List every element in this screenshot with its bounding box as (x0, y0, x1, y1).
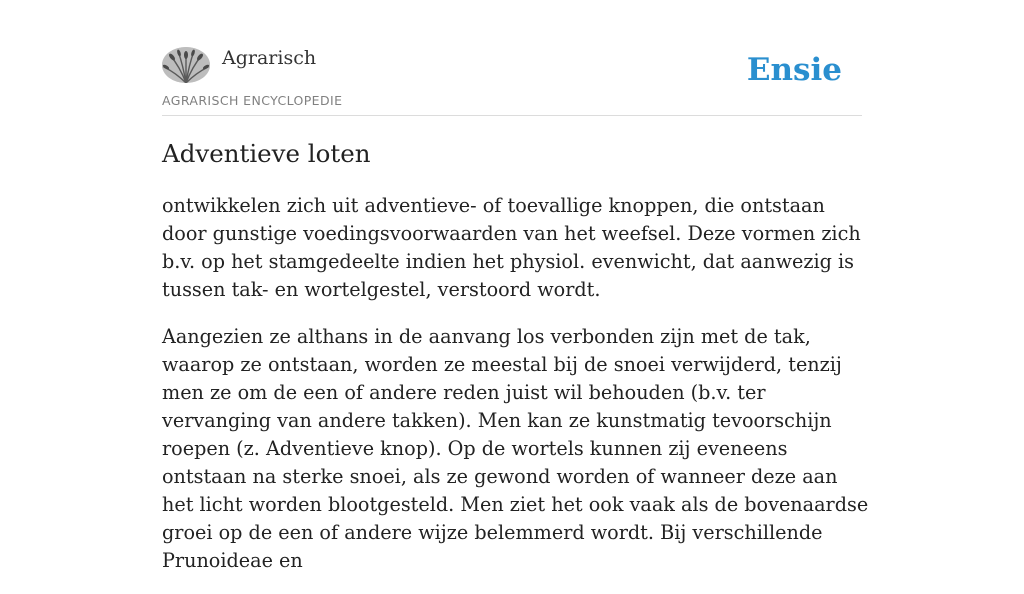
brand-logo[interactable]: Ensie (746, 52, 842, 88)
article-page (162, 0, 869, 572)
page-title: Adventieve loten (162, 139, 371, 168)
wheat-icon (162, 47, 210, 83)
source-avatar[interactable] (162, 47, 210, 83)
source-subtitle: AGRARISCH ENCYCLOPEDIE (162, 93, 343, 108)
article-paragraph: Aangezien ze althans in de aanvang los verbonden zijn met de tak, waarop ze ontstaan, worden ze meestal bij de snoei verwijderd, tenzij men ze om de een of andere reden juist wil behouden (b.v. ter vervanging van andere takken). Men kan ze kunstmatig tevoorschijn roepen (z. Adventieve knop). Op de wortels kunnen zij eveneens ontstaan na sterke snoei, als ze gewond worden of wanneer deze aan het licht worden blootgesteld. Men ziet het ook vaak als de bovenaardse groei op de een of andere wijze belemmerd wordt. Bij verschillende Prunoideae en (162, 325, 869, 572)
article-body (162, 192, 872, 594)
source-name[interactable]: Agrarisch (222, 47, 317, 69)
source-header (162, 0, 862, 116)
article-paragraph: ontwikkelen zich uit adventieve- of toevallige knoppen, die ontstaan door gunstige voedingsvoorwaarden van het weefsel. Deze vormen zich b.v. op het stamgedeelte indien het physiol. evenwicht, dat aanwezig is tussen tak- en wortelgestel, verstoord wordt. (162, 194, 861, 301)
